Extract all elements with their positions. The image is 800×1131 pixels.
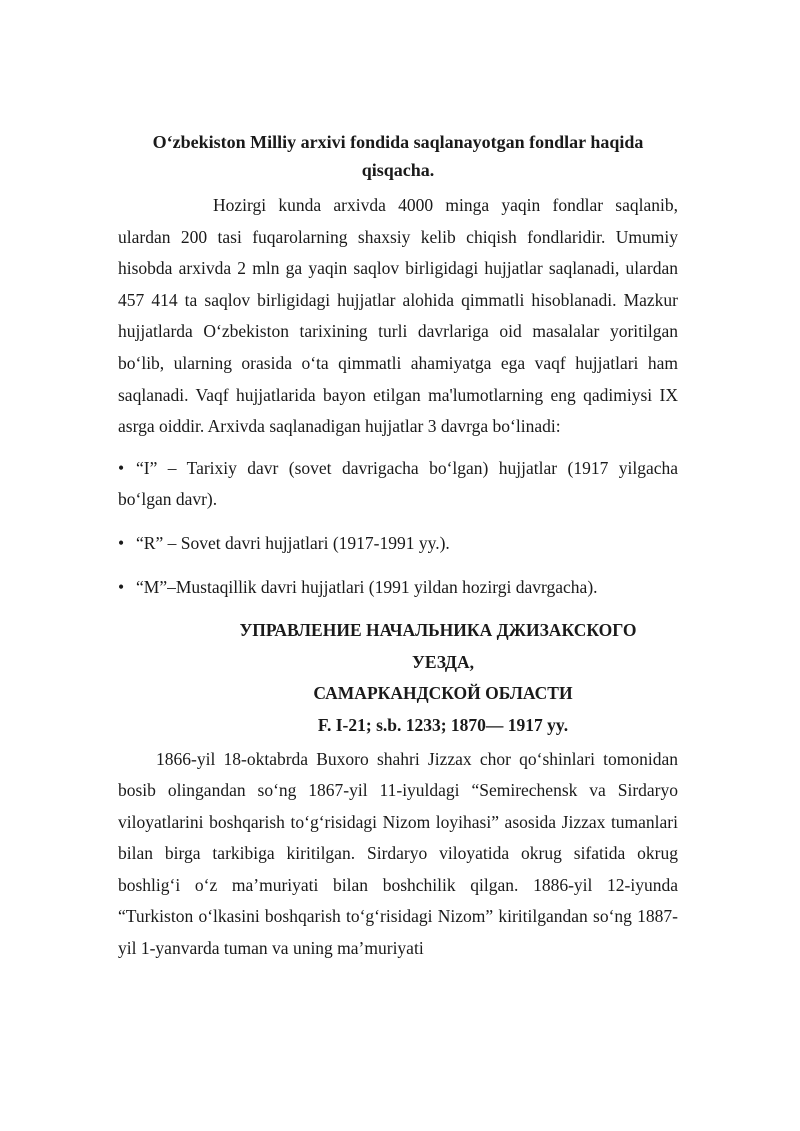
list-item — [118, 572, 678, 604]
fund-reference: F. I-21; s.b. 1233; 1870— 1917 yy. — [317, 714, 569, 735]
section-paragraph: 1866-yil 18-oktabrda Buxoro shahri Jizzax chor qo‘shinlari tomonidan bosib olingandan so‘ng 1867-yil 11-iyuldagi “Semirechensk va Sirdaryo viloyatlarini boshqarish to‘g‘risidagi Nizom loyihasi” asosida Jizzax tumanlari bilan birga tarkibiga kiritilgan. Sirdaryo viloyatida okrug sifatida okrug boshlig‘i o‘z ma’muriyati bilan boshchilik qilgan. 1886-yil 12-iyunda “Turkiston o‘lkasini boshqarish to‘g‘risidagi Nizom” kiritilgandan so‘ng 1887-yil 1-yanvarda tuman va uning ma’muriyati — [118, 748, 678, 959]
section-heading-line-3: САМАРКАНДСКОЙ ОБЛАСТИ — [313, 683, 573, 704]
bullet-icon: • — [118, 457, 125, 478]
list-item-text: “I” – Tarixiy davr (sovet davrigacha bo‘lgan) hujjatlar (1917 yilgacha bo‘lgan davr). — [118, 457, 678, 510]
bullet-icon: • — [118, 576, 125, 597]
section-heading-line-1: УПРАВЛЕНИЕ НАЧАЛЬНИКА ДЖИЗАКСКОГО — [239, 620, 637, 641]
list-item-text: “R” – Sovet davri hujjatlari (1917-1991 yy.). — [136, 532, 450, 553]
list-item-text: “M”–Mustaqillik davri hujjatlari (1991 yildan hozirgi davrgacha). — [136, 576, 598, 597]
document-title — [118, 128, 678, 184]
intro-paragraph: Hozirgi kunda arxivda 4000 minga yaqin fondlar saqlanib, ulardan 200 tasi fuqarolarning shaxsiy kelib chiqish fondlaridir. Umumiy hisobda arxivda 2 mln ga yaqin saqlov birligidagi hujjatlar saqlanadi, ulardan 457 414 ta saqlov birligidagi hujjatlar alohida qimmatli hisoblanadi. Mazkur hujjatlarda O‘zbekiston tarixining turli davrlariga oid masalalar yoritilgan bo‘lib, ularning orasida o‘ta qimmatli ahamiyatga ega vaqf hujjatlari ham saqlanadi. Vaqf hujjatlarida bayon etilgan ma'lumotlarning eng qadimiysi IX asrga oiddir. Arxivda saqlanadigan hujjatlar 3 davrga bo‘linadi: — [118, 195, 678, 437]
list-item — [118, 453, 678, 516]
list-item — [118, 528, 678, 560]
bullet-icon: • — [118, 532, 125, 553]
section-heading — [118, 615, 678, 741]
period-list — [118, 453, 678, 603]
document-content — [118, 128, 678, 965]
title-line-2: qisqacha. — [361, 160, 435, 180]
section-heading-line-2: УЕЗДА, — [412, 651, 474, 672]
title-line-1: O‘zbekiston Milliy arxivi fondida saqlanayotgan fondlar haqida — [152, 132, 644, 152]
